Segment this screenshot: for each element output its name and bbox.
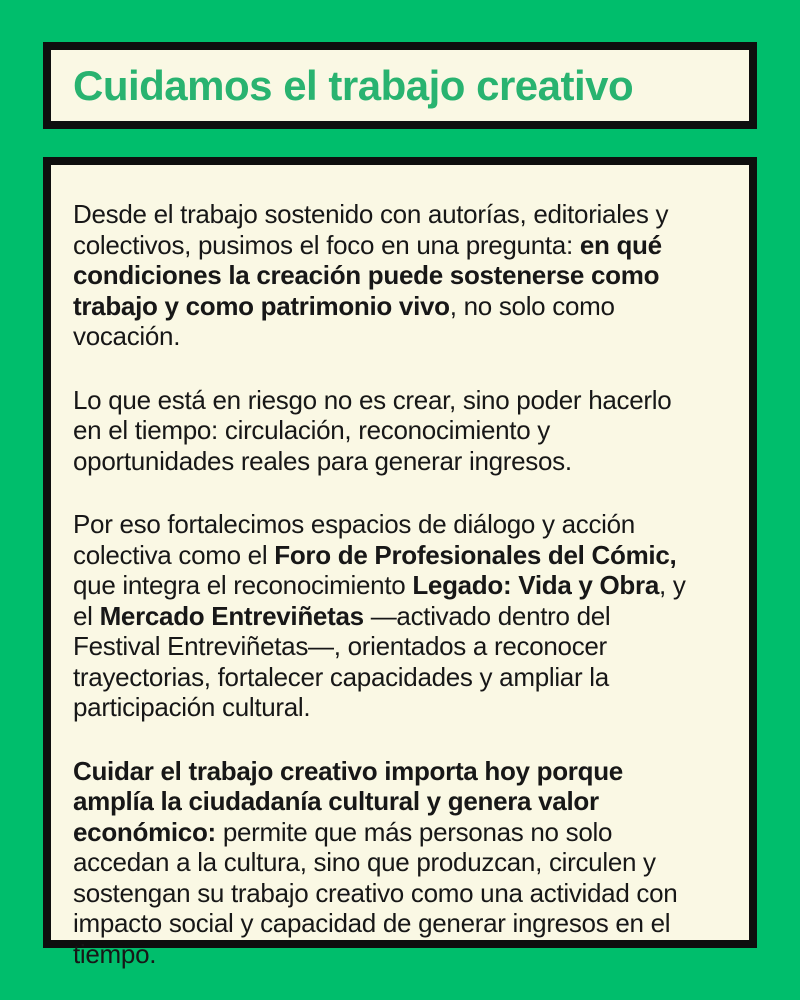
text-run: , no solo como vocación.: [73, 290, 615, 351]
bold-text-run: en qué condiciones la creación puede sostenerse como trabajo y como patrimonio vivo: [73, 229, 662, 321]
text-run: Desde el trabajo sostenido con autorías, editoriales y colectivos, pusimos el foco en una pregunta:: [73, 199, 669, 260]
bold-text-run: Legado: Vida y Obra: [412, 570, 659, 600]
text-run: —activado dentro del Festival Entreviñetas—, orientados a reconocer trayectorias, fortalecer capacidades y ampliar la participación cultural.: [73, 600, 611, 722]
paragraph: [73, 199, 703, 352]
text-run: , y el: [73, 570, 686, 631]
text-run: Por eso fortalecimos espacios de diálogo y acción colectiva como el: [73, 509, 635, 570]
bold-text-run: Cuidar el trabajo creativo importa hoy porque amplía la ciudadanía cultural y genera valor económico:: [73, 755, 623, 847]
body-paragraphs: [73, 199, 703, 969]
bold-text-run: Mercado Entreviñetas: [99, 600, 364, 631]
paragraph: [73, 385, 703, 477]
text-run: permite que más personas no solo accedan a la cultura, sino que produzcan, circulen y sostengan su trabajo creativo como una actividad con impacto social y capacidad de generar ingresos en el tiempo.: [73, 816, 678, 969]
text-run: que integra el reconocimiento: [73, 570, 413, 600]
page-title: Cuidamos el trabajo creativo: [73, 61, 634, 109]
bold-text-run: Foro de Profesionales del Cómic,: [274, 539, 677, 570]
paragraph: [73, 509, 703, 723]
text-run: Lo que está en riesgo no es crear, sino poder hacerlo en el tiempo: circulación, reconocimiento y oportunidades reales para generar ingresos.: [73, 384, 672, 476]
body-card: [43, 157, 757, 969]
paragraph: [73, 756, 703, 970]
title-card: [43, 42, 757, 129]
